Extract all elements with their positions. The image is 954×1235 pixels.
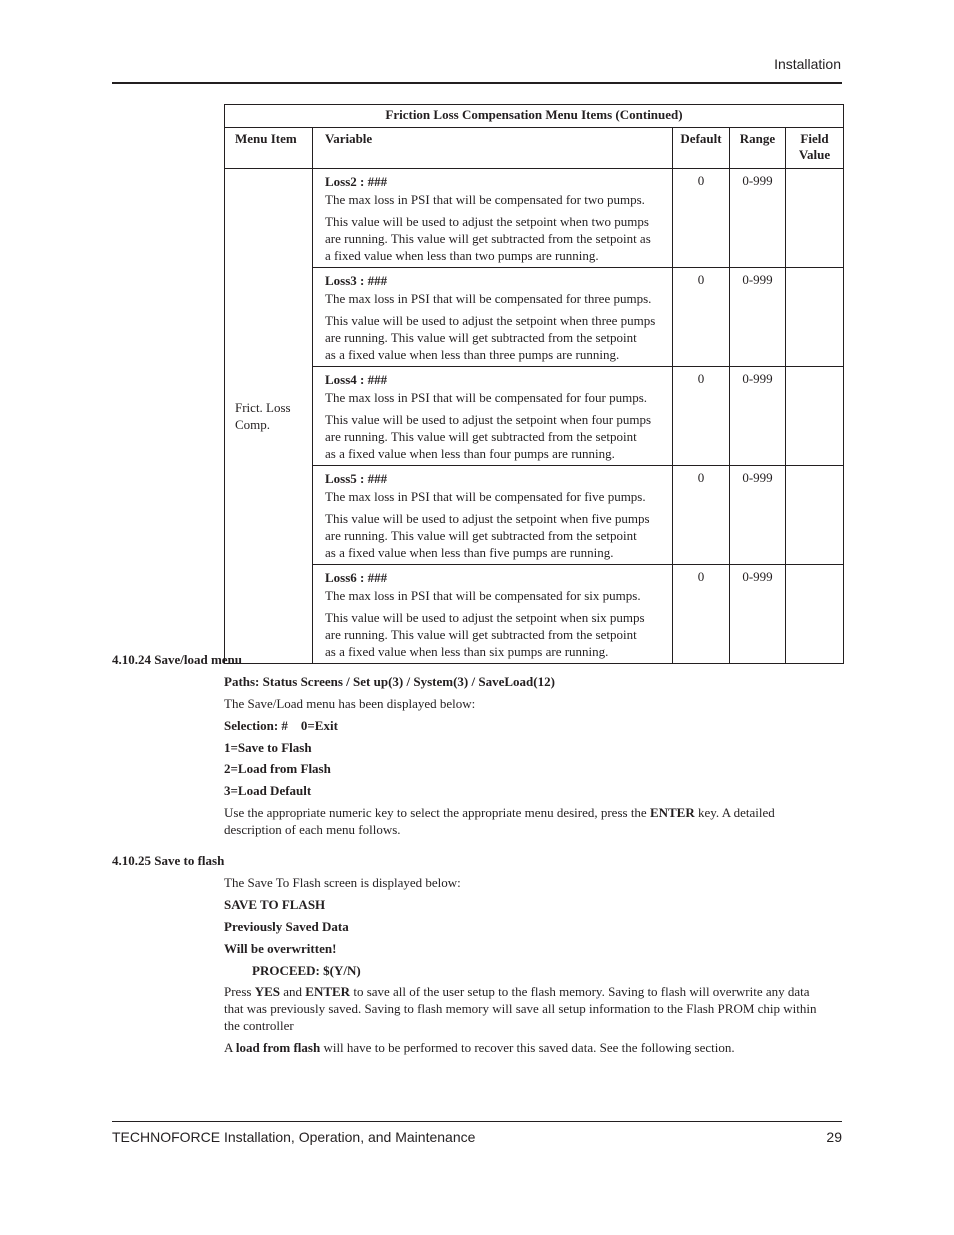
col-header-default: Default [673, 128, 730, 169]
col-header-field-value [786, 128, 844, 169]
col-header-field-value-line2: Value [798, 147, 831, 162]
yes-key-label: YES [254, 984, 280, 999]
default-cell: 0 [673, 268, 730, 367]
variable-name: Loss2 : ### [325, 174, 388, 189]
variable-note: This value will be used to adjust the setpoint when four pumps are running. This value will get subtracted from the setpoint as a fixed value when less than four pumps are running. [325, 412, 652, 461]
default-cell: 0 [673, 565, 730, 664]
default-cell: 0 [673, 169, 730, 268]
table-title: Friction Loss Compensation Menu Items (Continued) [225, 105, 844, 128]
menu-item-cell [225, 169, 313, 664]
menu-item-line1: Frict. Loss [235, 400, 291, 415]
save-load-intro: The Save/Load menu has been displayed below: [224, 696, 476, 711]
field-value-cell [786, 169, 844, 268]
save-load-instructions: Use the appropriate numeric key to select the appropriate menu desired, press the ENTER key. A detailed description of each menu follows. [224, 805, 775, 837]
save-flash-load-note: A load from flash will have to be performed to recover this saved data. See the following section. [224, 1040, 735, 1055]
range-cell: 0-999 [730, 466, 786, 565]
variable-cell [313, 367, 673, 466]
save-flash-screen-line4: PROCEED: $(Y/N) [252, 963, 361, 978]
col-header-variable: Variable [313, 128, 673, 169]
load-from-flash-label: load from flash [235, 1040, 321, 1055]
table-row [225, 466, 844, 565]
range-cell: 0-999 [730, 169, 786, 268]
variable-cell [313, 268, 673, 367]
variable-description: The max loss in PSI that will be compensated for five pumps. [325, 489, 646, 504]
field-value-cell [786, 367, 844, 466]
variable-note: This value will be used to adjust the setpoint when three pumps are running. This value will get subtracted from the setpoint as a fixed value when less than three pumps are running. [325, 313, 656, 362]
header-rule [112, 82, 842, 84]
variable-description: The max loss in PSI that will be compensated for six pumps. [325, 588, 641, 603]
save-flash-intro: The Save To Flash screen is displayed below: [224, 875, 461, 890]
section-heading-save-flash: 4.10.25 Save to flash [112, 853, 225, 868]
variable-cell [313, 466, 673, 565]
save-flash-instructions: Press YES and ENTER to save all of the user setup to the flash memory. Saving to flash will overwrite any data that was previously saved. Saving to flash memory will save all setup information to the Flash PROM chip within the controller [224, 984, 817, 1033]
save-load-paths: Paths: Status Screens / Set up(3) / System(3) / SaveLoad(12) [224, 674, 555, 689]
save-load-option-3: 3=Load Default [224, 783, 312, 798]
save-flash-screen-line2: Previously Saved Data [224, 919, 349, 934]
section-heading-save-load: 4.10.24 Save/load menu [112, 652, 243, 667]
default-cell: 0 [673, 367, 730, 466]
range-cell: 0-999 [730, 268, 786, 367]
range-cell: 0-999 [730, 367, 786, 466]
enter-key-label: ENTER [649, 805, 695, 820]
footer-rule [112, 1121, 842, 1122]
variable-name: Loss3 : ### [325, 273, 388, 288]
field-value-cell [786, 268, 844, 367]
variable-name: Loss4 : ### [325, 372, 388, 387]
variable-description: The max loss in PSI that will be compensated for four pumps. [325, 390, 648, 405]
friction-loss-table [224, 104, 844, 664]
table-row [225, 268, 844, 367]
enter-key-label: ENTER [305, 984, 351, 999]
table-row [225, 367, 844, 466]
variable-note: This value will be used to adjust the setpoint when two pumps are running. This value will get subtracted from the setpoint as a fixed value when less than two pumps are running. [325, 214, 651, 263]
table-row [225, 565, 844, 664]
save-flash-screen-line1: SAVE TO FLASH [224, 897, 326, 912]
field-value-cell [786, 565, 844, 664]
save-load-option-2: 2=Load from Flash [224, 761, 331, 776]
variable-cell [313, 565, 673, 664]
menu-item-line2: Comp. [235, 417, 271, 432]
footer-page-number: 29 [826, 1129, 842, 1145]
save-load-option-1: 1=Save to Flash [224, 740, 312, 755]
save-flash-screen-line3: Will be overwritten! [224, 941, 337, 956]
variable-note: This value will be used to adjust the setpoint when six pumps are running. This value will get subtracted from the setpoint as a fixed value when less than six pumps are running. [325, 610, 645, 659]
variable-name: Loss5 : ### [325, 471, 388, 486]
running-header: Installation [774, 56, 841, 72]
footer-document-title: TECHNOFORCE Installation, Operation, and Maintenance [112, 1129, 476, 1145]
variable-name: Loss6 : ### [325, 570, 388, 585]
col-header-menu-item: Menu Item [225, 128, 313, 169]
table-row [225, 169, 844, 268]
variable-cell [313, 169, 673, 268]
field-value-cell [786, 466, 844, 565]
col-header-field-value-line1: Field [800, 131, 829, 146]
variable-description: The max loss in PSI that will be compensated for two pumps. [325, 192, 645, 207]
col-header-range: Range [730, 128, 786, 169]
variable-note: This value will be used to adjust the setpoint when five pumps are running. This value will get subtracted from the setpoint as a fixed value when less than five pumps are running. [325, 511, 650, 560]
variable-description: The max loss in PSI that will be compensated for three pumps. [325, 291, 652, 306]
range-cell: 0-999 [730, 565, 786, 664]
save-load-selection: Selection: # 0=Exit [224, 718, 338, 733]
default-cell: 0 [673, 466, 730, 565]
